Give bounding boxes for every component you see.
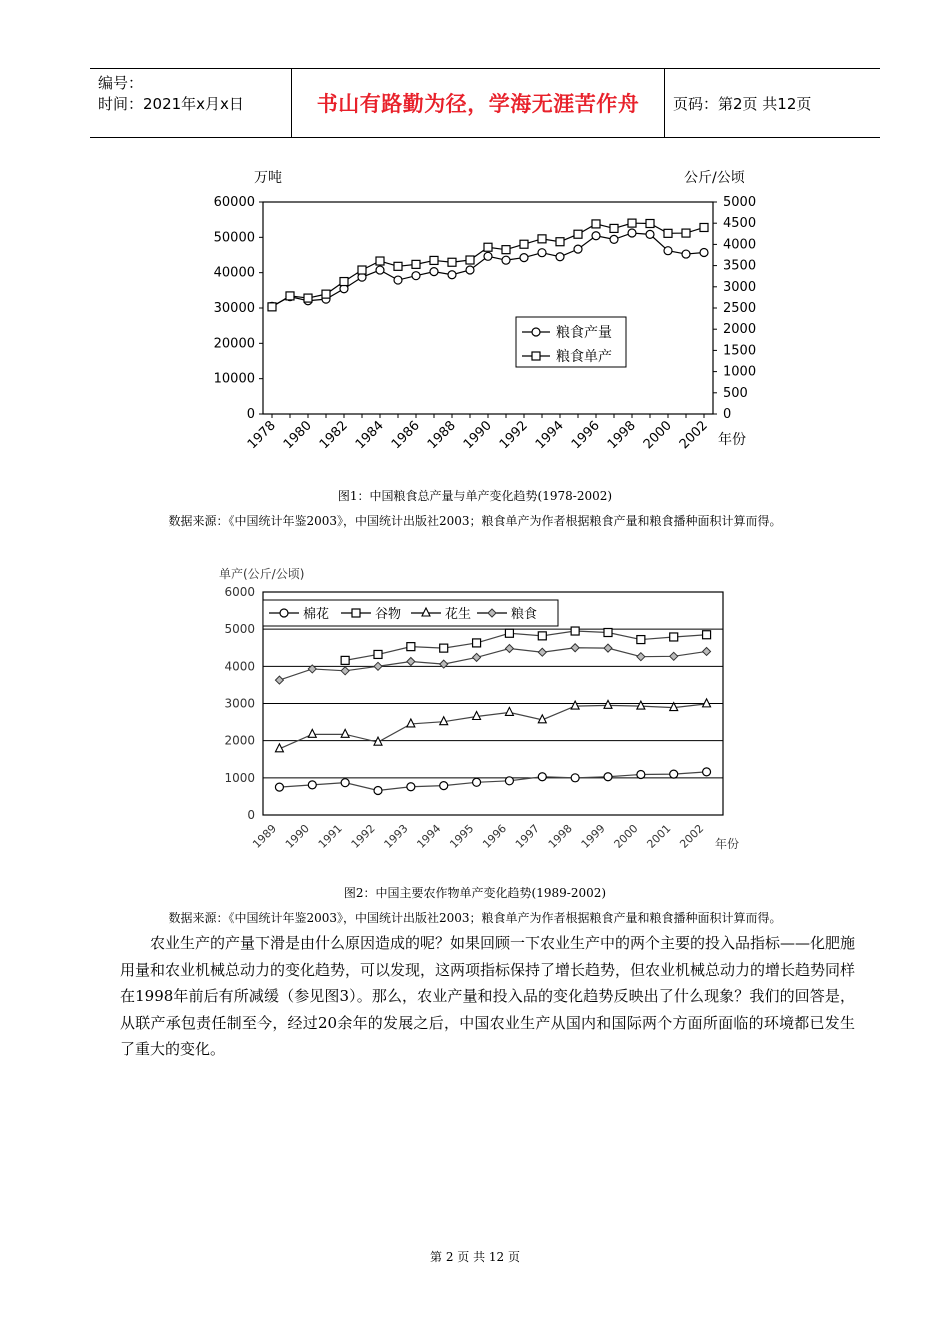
figure2-data-point bbox=[407, 658, 415, 666]
figure2-data-point bbox=[703, 631, 711, 639]
figure2-legend-label: 粮食 bbox=[511, 607, 538, 622]
figure1-right-tick-label: 500 bbox=[723, 385, 748, 401]
figure1-data-point bbox=[556, 253, 564, 261]
figure1-left-tick-label: 40000 bbox=[213, 265, 255, 281]
figure2-data-point bbox=[407, 783, 415, 791]
figure1-data-point bbox=[394, 262, 402, 270]
figure1-left-tick-label: 0 bbox=[246, 407, 255, 422]
figure1-left-tick-label: 30000 bbox=[213, 301, 255, 316]
figure1-data-point bbox=[376, 257, 384, 265]
figure2-chart bbox=[205, 560, 775, 870]
figure2-data-point bbox=[341, 667, 349, 675]
figure1-data-point bbox=[592, 232, 600, 240]
figure2-data-point bbox=[538, 632, 546, 640]
figure1-data-point bbox=[520, 240, 528, 248]
figure2-data-point bbox=[473, 653, 481, 661]
figure1-legend-marker bbox=[532, 328, 540, 336]
figure1-data-point bbox=[484, 243, 492, 251]
figure1-data-point bbox=[502, 246, 510, 254]
figure1-legend-marker bbox=[532, 352, 540, 360]
header-motto: 书山有路勤为径，学海无涯苦作舟 bbox=[292, 69, 665, 137]
figure2-x-tick-label: 1996 bbox=[480, 821, 510, 851]
figure1-source: 数据来源：《中国统计年鉴2003》，中国统计出版社2003；粮食单产为作者根据粮食产量和粮食播种面积计算而得。 bbox=[168, 514, 782, 528]
figure2-y-tick-label: 1000 bbox=[224, 770, 255, 785]
figure1-legend bbox=[516, 317, 626, 367]
figure2-data-point bbox=[505, 707, 513, 715]
page-footer: 第 2 页 共 12 页 bbox=[430, 1250, 520, 1264]
figure2-data-point bbox=[473, 712, 481, 720]
figure2-x-tick-label: 1997 bbox=[512, 821, 542, 851]
figure1-data-point bbox=[646, 230, 654, 238]
figure1-series-line-1 bbox=[272, 223, 704, 307]
figure2-legend-marker bbox=[280, 609, 288, 617]
figure2-caption: 图2：中国主要农作物单产变化趋势(1989-2002) bbox=[343, 886, 607, 900]
figure2-data-point bbox=[407, 719, 415, 727]
header-meta bbox=[90, 69, 292, 137]
figure2-data-point bbox=[374, 786, 382, 794]
figure2-x-tick-label: 2001 bbox=[644, 821, 674, 851]
figure1-data-point bbox=[646, 219, 654, 227]
figure1-data-point bbox=[556, 238, 564, 246]
figure2-y-tick-label: 6000 bbox=[224, 585, 255, 599]
figure1-data-point bbox=[538, 249, 546, 257]
figure1-x-tick-label: 2002 bbox=[676, 418, 711, 453]
figure1-data-point bbox=[592, 220, 600, 228]
figure1-data-point bbox=[502, 256, 510, 264]
figure1-right-tick-label: 5000 bbox=[723, 195, 757, 210]
figure2-x-tick-label: 1990 bbox=[282, 821, 312, 851]
figure1-data-point bbox=[520, 254, 528, 262]
figure1-data-point bbox=[412, 272, 420, 280]
figure2-data-point bbox=[538, 648, 546, 656]
figure1-data-point bbox=[610, 224, 618, 232]
figure1-data-point bbox=[574, 230, 582, 238]
figure2-y-tick-label: 3000 bbox=[224, 696, 255, 711]
figure1-x-tick-label: 1986 bbox=[388, 418, 423, 453]
figure2-data-point bbox=[341, 729, 349, 737]
figure1-right-tick-label: 1500 bbox=[723, 343, 757, 359]
figure1-data-point bbox=[304, 294, 312, 302]
figure1-series bbox=[268, 219, 708, 311]
header-page-info: 页码：第2页 共12页 bbox=[673, 94, 812, 113]
figure1-right-tick-label: 4500 bbox=[723, 216, 757, 232]
figure1-chart bbox=[200, 160, 780, 470]
figure2-data-point bbox=[538, 773, 546, 781]
figure2-y-tick-label: 2000 bbox=[224, 733, 255, 748]
figure2-data-point bbox=[473, 639, 481, 647]
figure1-caption: 图1：中国粮食总产量与单产变化趋势(1978-2002) bbox=[337, 489, 613, 503]
figure2-data-point bbox=[604, 700, 612, 708]
figure1-data-point bbox=[538, 235, 546, 243]
figure2-data-point bbox=[703, 699, 711, 707]
figure1-x-tick-label: 1978 bbox=[244, 418, 279, 453]
figure2-data-point bbox=[440, 644, 448, 652]
figure2-data-point bbox=[308, 781, 316, 789]
figure2-data-point bbox=[637, 770, 645, 778]
figure1-data-point bbox=[286, 292, 294, 300]
figure1-data-point bbox=[322, 290, 330, 298]
figure1-data-point bbox=[682, 229, 690, 237]
figure2-legend bbox=[263, 600, 558, 626]
figure2-series bbox=[275, 627, 710, 794]
figure2-data-point bbox=[604, 629, 612, 637]
figure1-right-tick-label: 0 bbox=[723, 407, 732, 422]
figure2-data-point bbox=[604, 644, 612, 652]
figure1-data-point bbox=[664, 247, 672, 255]
figure1-data-point bbox=[376, 266, 384, 274]
figure1-x-axis-label: 年份 bbox=[718, 432, 746, 448]
figure2-data-point bbox=[604, 773, 612, 781]
figure2-data-point bbox=[275, 676, 283, 684]
page-header bbox=[90, 68, 880, 138]
figure2-data-point bbox=[571, 701, 579, 709]
figure2-x-tick-label: 1989 bbox=[250, 821, 280, 851]
figure2-axis-label: 单产(公斤/公顷) bbox=[219, 567, 305, 581]
figure1-left-axis-label: 万吨 bbox=[254, 170, 282, 186]
figure2-y-axis bbox=[224, 585, 255, 822]
figure1-right-axis-label: 公斤/公顷 bbox=[684, 170, 745, 186]
figure2-x-tick-label: 1994 bbox=[414, 821, 444, 851]
figure2-data-point bbox=[637, 653, 645, 661]
figure2-data-point bbox=[440, 660, 448, 668]
figure1-x-tick-label: 1980 bbox=[280, 418, 315, 453]
figure2-x-axis-label: 年份 bbox=[715, 837, 740, 851]
figure1-data-point bbox=[466, 266, 474, 274]
figure2-data-point bbox=[670, 633, 678, 641]
figure1-data-point bbox=[340, 278, 348, 286]
figure2-x-axis bbox=[250, 822, 706, 851]
figure1-left-axis bbox=[214, 195, 263, 422]
figure1-data-point bbox=[448, 258, 456, 266]
figure2-source: 数据来源：《中国统计年鉴2003》，中国统计出版社2003；粮食单产为作者根据粮食产量和粮食播种面积计算而得。 bbox=[168, 911, 782, 925]
figure1-x-tick-label: 2000 bbox=[640, 418, 675, 453]
figure2-x-tick-label: 1998 bbox=[545, 821, 575, 851]
figure1-data-point bbox=[628, 219, 636, 227]
figure1-legend-label: 粮食单产 bbox=[556, 349, 612, 365]
figure2-data-point bbox=[374, 650, 382, 658]
figure2-legend-label: 棉花 bbox=[303, 607, 330, 622]
figure1-x-tick-label: 1994 bbox=[532, 418, 567, 453]
figure2-data-point bbox=[571, 644, 579, 652]
figure1-data-point bbox=[484, 252, 492, 260]
figure2-data-point bbox=[440, 782, 448, 790]
body-paragraph: 农业生产的产量下滑是由什么原因造成的呢？如果回顾一下农业生产中的两个主要的投入品指标——化肥施用量和农业机械总动力的变化趋势，可以发现，这两项指标保持了增长趋势，但农业机械总动力的增长趋势同样在1998年前后有所减缓（参见图3）。那么，农业产量和投入品的变化趋势反映出了什么现象？我们的回答是，从联产承包责任制至今，经过20余年的发展之后，中国农业生产从国内和国际两个方面所面临的环境都已发生了重大的变化。 bbox=[120, 934, 856, 1058]
figure2-data-point bbox=[571, 627, 579, 635]
figure1-right-tick-label: 1000 bbox=[723, 364, 757, 380]
figure2-y-tick-label: 5000 bbox=[224, 622, 255, 637]
figure2-data-point bbox=[670, 652, 678, 660]
figure1-x-tick-label: 1996 bbox=[568, 418, 603, 453]
figure1-x-axis bbox=[245, 414, 711, 452]
figure2-x-tick-label: 1999 bbox=[578, 821, 608, 851]
figure1-x-tick-label: 1988 bbox=[424, 418, 459, 453]
figure1-legend-label: 粮食产量 bbox=[556, 325, 612, 341]
figure1-x-tick-label: 1998 bbox=[604, 418, 639, 453]
figure2-x-tick-label: 1995 bbox=[447, 821, 477, 851]
figure2-data-point bbox=[308, 729, 316, 737]
figure1-data-point bbox=[466, 256, 474, 264]
figure1-data-point bbox=[700, 249, 708, 257]
figure2-data-point bbox=[407, 643, 415, 651]
figure1-x-tick-label: 1990 bbox=[460, 418, 495, 453]
figure2-data-point bbox=[275, 783, 283, 791]
figure1-data-point bbox=[628, 229, 636, 237]
figure2-x-tick-label: 1991 bbox=[315, 821, 345, 851]
figure1-data-point bbox=[358, 266, 366, 274]
figure2-data-point bbox=[703, 647, 711, 655]
figure2-gridlines bbox=[263, 629, 723, 778]
figure1-x-tick-label: 1992 bbox=[496, 418, 531, 453]
figure2-legend-marker bbox=[352, 609, 360, 617]
figure1-right-tick-label: 4000 bbox=[723, 237, 757, 253]
figure2-legend-label: 谷物 bbox=[375, 607, 402, 622]
figure2-y-tick-label: 4000 bbox=[224, 659, 255, 674]
document-time-label: 时间：2021年x月x日 bbox=[98, 95, 244, 113]
figure1-data-point bbox=[610, 235, 618, 243]
figure1-left-tick-label: 50000 bbox=[213, 230, 255, 246]
figure2-data-point bbox=[341, 656, 349, 664]
figure1-x-tick-label: 1982 bbox=[316, 418, 351, 453]
figure1-left-tick-label: 10000 bbox=[213, 371, 255, 387]
figure2-data-point bbox=[374, 662, 382, 670]
figure2-series-line-2 bbox=[279, 704, 706, 749]
figure2-legend-label: 花生 bbox=[445, 607, 472, 622]
figure1-data-point bbox=[430, 268, 438, 276]
figure2-data-point bbox=[505, 629, 513, 637]
figure1-data-point bbox=[430, 256, 438, 264]
figure1-data-point bbox=[412, 260, 420, 268]
figure2-x-tick-label: 1992 bbox=[348, 821, 378, 851]
figure1-data-point bbox=[268, 303, 276, 311]
figure2-y-tick-label: 0 bbox=[247, 808, 255, 822]
figure1-data-point bbox=[394, 276, 402, 284]
figure2-data-point bbox=[505, 777, 513, 785]
figure1-right-tick-label: 3000 bbox=[723, 279, 757, 295]
figure1-right-tick-label: 2500 bbox=[723, 301, 757, 316]
figure1-right-axis bbox=[713, 195, 756, 422]
document-number-label: 编号： bbox=[98, 74, 144, 92]
figure1-data-point bbox=[448, 271, 456, 279]
figure2-data-point bbox=[637, 636, 645, 644]
figure2-data-point bbox=[341, 779, 349, 787]
figure1-data-point bbox=[682, 250, 690, 258]
figure2-data-point bbox=[670, 770, 678, 778]
figure2-data-point bbox=[571, 774, 579, 782]
figure1-right-tick-label: 3500 bbox=[723, 258, 757, 274]
figure1-left-tick-label: 20000 bbox=[213, 336, 255, 352]
figure1-x-tick-label: 1984 bbox=[352, 418, 387, 453]
figure2-x-tick-label: 2000 bbox=[611, 821, 641, 851]
figure1-right-tick-label: 2000 bbox=[723, 322, 757, 338]
figure1-data-point bbox=[700, 223, 708, 231]
figure1-data-point bbox=[664, 229, 672, 237]
figure2-data-point bbox=[637, 701, 645, 709]
figure1-data-point bbox=[574, 245, 582, 253]
figure2-x-tick-label: 2002 bbox=[677, 821, 707, 851]
figure1-left-tick-label: 60000 bbox=[213, 195, 255, 210]
figure2-x-tick-label: 1993 bbox=[381, 821, 411, 851]
figure2-data-point bbox=[505, 644, 513, 652]
figure2-data-point bbox=[473, 778, 481, 786]
figure2-data-point bbox=[703, 768, 711, 776]
